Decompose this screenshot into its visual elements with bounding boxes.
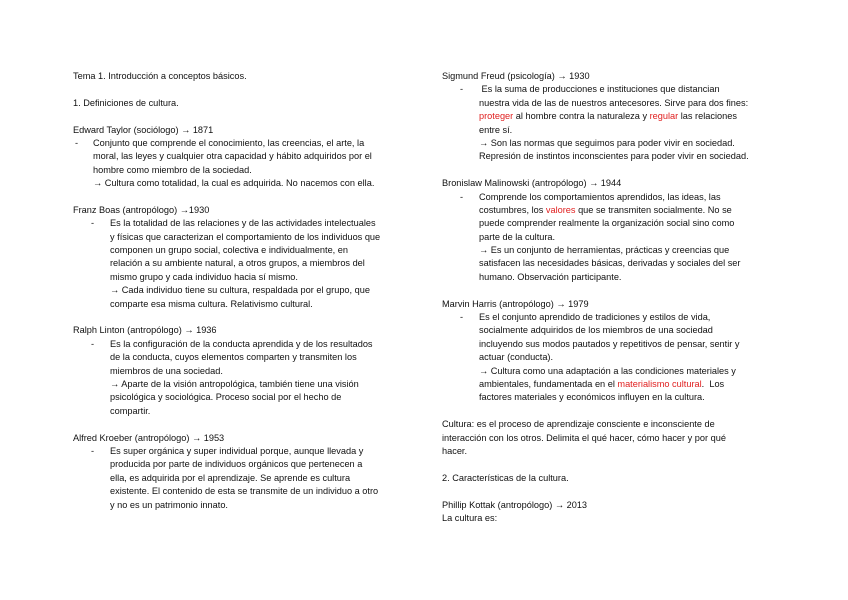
freud-line xyxy=(479,110,778,123)
harris-line: factores materiales y económicos influyen en la cultura. xyxy=(479,392,705,403)
left-column xyxy=(73,70,408,525)
linton-bullet xyxy=(73,338,408,418)
harris-line: actuar (conducta). xyxy=(479,352,554,363)
kroeber-bullet xyxy=(73,445,408,512)
doc-title: Tema 1. Introducción a conceptos básicos. xyxy=(73,71,247,81)
malinowski-line: parte de la cultura. xyxy=(479,231,556,242)
summary-line: interacción con los otros. Delimita el qué hacer, cómo hacer y por qué xyxy=(442,432,726,443)
malinowski-line: puede comprender realmente la organización social sino como xyxy=(479,218,735,229)
bullet-dash: - xyxy=(460,191,464,202)
bullet-dash: - xyxy=(75,137,79,148)
kroeber-line: y no es un patrimonio innato. xyxy=(110,499,228,510)
section-1-heading: 1. Definiciones de cultura. xyxy=(73,97,179,108)
highlight-valores: valores xyxy=(545,204,576,215)
freud-entry xyxy=(442,70,778,164)
bullet-dash: - xyxy=(91,218,95,229)
highlight-regular: regular xyxy=(649,111,679,122)
freud-line-end: las relaciones xyxy=(678,111,737,122)
kroeber-entry xyxy=(73,432,408,512)
freud-line: → Son las normas que seguimos para poder vivir en sociedad. xyxy=(479,137,735,148)
harris-line: → Cultura como una adaptación a las condiciones materiales y xyxy=(479,365,736,376)
linton-line: compartir. xyxy=(110,405,151,416)
linton-line: psicológica y sociológica. Proceso social por el hecho de xyxy=(110,392,342,403)
malinowski-line-start: costumbres, los xyxy=(479,204,546,215)
kroeber-line: Es super orgánica y super individual porque, aunque llevada y xyxy=(110,445,364,456)
linton-line: de la conducta, cuyos elementos comparten y transmiten los xyxy=(110,352,357,363)
freud-line: Es la suma de producciones e instituciones que distancian xyxy=(479,84,720,95)
harris-bullet xyxy=(442,311,778,405)
malinowski-bullet xyxy=(442,191,778,285)
kroeber-line: ella, es adquirida por el aprendizaje. Se aprende es cultura xyxy=(110,472,351,483)
summary-line: hacer. xyxy=(442,445,468,456)
freud-line: Represión de instintos inconscientes para poder vivir en sociedad. xyxy=(479,151,749,162)
kottak-entry xyxy=(442,499,778,526)
boas-line: y físicas que caracterizan el comportamiento de los individuos que xyxy=(110,231,381,242)
freud-line-mid: al hombre contra la naturaleza y xyxy=(513,111,650,122)
malinowski-line: humano. Observación participante. xyxy=(479,271,622,282)
boas-heading: Franz Boas (antropólogo) →1930 xyxy=(73,204,210,215)
taylor-line: → Cultura como totalidad, la cual es adquirida. No nacemos con ella. xyxy=(93,178,375,189)
freud-bullet xyxy=(442,83,778,163)
harris-entry xyxy=(442,298,778,405)
malinowski-entry xyxy=(442,177,778,284)
malinowski-line: satisfacen las necesidades básicas, derivadas y sociales del ser xyxy=(479,258,741,269)
linton-heading: Ralph Linton (antropólogo) → 1936 xyxy=(73,325,217,336)
right-column xyxy=(442,70,778,539)
malinowski-heading: Bronislaw Malinowski (antropólogo) → 1944 xyxy=(442,178,622,189)
section-1-block xyxy=(73,97,408,110)
freud-line: entre sí. xyxy=(479,124,513,135)
kroeber-heading: Alfred Kroeber (antropólogo) → 1953 xyxy=(73,432,225,443)
linton-line: Es la configuración de la conducta aprendida y de los resultados xyxy=(110,338,373,349)
bullet-dash: - xyxy=(91,338,95,349)
taylor-heading: Edward Taylor (sociólogo) → 1871 xyxy=(73,124,214,135)
harris-line: socialmente adquiridos de los miembros de una sociedad xyxy=(479,325,713,336)
boas-line: Es la totalidad de las relaciones y de las actividades intelectuales xyxy=(110,218,376,229)
boas-line: → Cada individuo tiene su cultura, respaldada por el grupo, que xyxy=(110,285,370,296)
highlight-materialismo-cultural: materialismo cultural xyxy=(617,378,702,389)
boas-line: comparte esa misma cultura. Relativismo cultural. xyxy=(110,298,313,309)
bullet-dash: - xyxy=(460,84,464,95)
section-2-block xyxy=(442,472,778,485)
kottak-line: La cultura es: xyxy=(442,512,498,523)
boas-line: mismo grupo y cada individuo hacia sí mismo. xyxy=(110,271,298,282)
taylor-line: Conjunto que comprende el conocimiento, las creencias, el arte, la xyxy=(93,137,365,148)
taylor-line: hombre como miembro de la sociedad. xyxy=(93,164,252,175)
harris-line-start: ambientales, fundamentada en el xyxy=(479,378,618,389)
harris-line: incluyendo sus modos pautados y repetitivos de pensar, sentir y xyxy=(479,338,740,349)
kroeber-line: producida por parte de individuos orgánicos que pertenecen a xyxy=(110,459,363,470)
harris-line xyxy=(479,378,778,391)
section-2-heading: 2. Características de la cultura. xyxy=(442,472,569,483)
malinowski-line-end: que se transmiten socialmente. No se xyxy=(575,204,732,215)
linton-line: miembros de una sociedad. xyxy=(110,365,223,376)
linton-entry xyxy=(73,324,408,418)
malinowski-line xyxy=(479,204,778,217)
malinowski-line: → Es un conjunto de herramientas, prácticas y creencias que xyxy=(479,245,730,256)
boas-entry xyxy=(73,204,408,311)
doc-title-block xyxy=(73,70,408,83)
taylor-line: moral, las leyes y cualquier otra capacidad y hábito adquiridos por el xyxy=(93,151,372,162)
boas-line: componen un grupo social, colectiva e individualmente, en xyxy=(110,245,349,256)
freud-heading: Sigmund Freud (psicología) → 1930 xyxy=(442,71,590,81)
taylor-entry xyxy=(73,124,408,191)
harris-heading: Marvin Harris (antropólogo) → 1979 xyxy=(442,298,589,309)
harris-line: Es el conjunto aprendido de tradiciones y estilos de vida, xyxy=(479,312,711,323)
highlight-proteger: proteger xyxy=(479,111,514,122)
bullet-dash: - xyxy=(91,445,95,456)
summary-line: Cultura: es el proceso de aprendizaje consciente e inconsciente de xyxy=(442,419,715,430)
linton-line: → Aparte de la visión antropológica, también tiene una visión xyxy=(110,378,359,389)
culture-summary xyxy=(442,418,778,458)
bullet-dash: - xyxy=(460,312,464,323)
kottak-heading: Phillip Kottak (antropólogo) → 2013 xyxy=(442,499,588,510)
freud-line: nuestra vida de las de nuestros antecesores. Sirve para dos fines: xyxy=(479,97,749,108)
boas-line: relación a su ambiente natural, a otros grupos, a miembros del xyxy=(110,258,365,269)
harris-line-end: . Los xyxy=(701,378,725,389)
kroeber-line: existente. El contenido de esta se transmite de un individuo a otro xyxy=(110,486,379,497)
malinowski-line: Comprende los comportamientos aprendidos, las ideas, las xyxy=(479,191,721,202)
boas-bullet xyxy=(73,217,408,311)
taylor-bullet xyxy=(73,137,408,191)
